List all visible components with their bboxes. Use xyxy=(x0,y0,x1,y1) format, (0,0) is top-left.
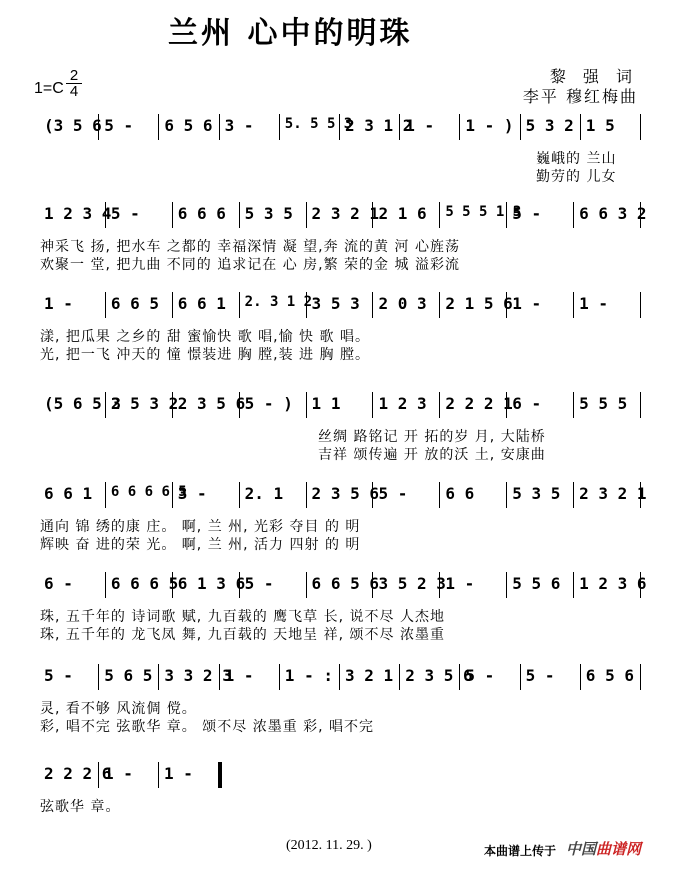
barline xyxy=(239,292,240,318)
measure: 1 - xyxy=(579,294,609,313)
barline xyxy=(640,114,641,140)
barline xyxy=(506,392,507,418)
barline xyxy=(98,762,99,788)
barline xyxy=(439,392,440,418)
barline xyxy=(219,664,220,690)
measure: 2 3 5 6 xyxy=(311,484,379,503)
lyric-line: 勤劳的 儿女 xyxy=(536,169,617,185)
measure: (5 6 5 3 xyxy=(44,394,122,413)
barline xyxy=(439,482,440,508)
measure: 3 - xyxy=(177,484,207,503)
barline xyxy=(640,664,641,690)
measure: 1 - xyxy=(405,116,435,135)
final-barline xyxy=(218,762,222,788)
measure: 5 5 6 xyxy=(512,574,561,593)
measure: 6 6 3 2 xyxy=(579,204,647,223)
lyric-line: 珠, 五千年的 龙飞凤 舞, 九百载的 天地呈 祥, 颂不尽 浓墨重 xyxy=(40,627,445,643)
barline xyxy=(339,664,340,690)
barline xyxy=(520,114,521,140)
measure: 1 5 xyxy=(585,116,615,135)
barline xyxy=(239,482,240,508)
measure: 1 - xyxy=(164,764,193,783)
barline xyxy=(372,572,373,598)
score-system xyxy=(0,760,674,890)
barline xyxy=(506,292,507,318)
barline xyxy=(573,482,574,508)
barline xyxy=(172,482,173,508)
barline xyxy=(372,202,373,228)
measure: 2 3 1 2 xyxy=(345,116,413,135)
barline xyxy=(158,762,159,788)
measure: 1 - xyxy=(44,294,73,313)
logo-sub: 曲谱网 xyxy=(596,840,642,858)
lyric-line: 灵, 看不够 风流倜 傥。 xyxy=(40,701,197,717)
lyric-line: 吉祥 颂传遍 开 放的沃 土, 安康曲 xyxy=(318,447,546,463)
measure: 6 5 6 xyxy=(164,116,213,135)
lyric-line: 丝绸 路铭记 开 拓的岁 月, 大陆桥 xyxy=(318,429,546,445)
measure: 1 - xyxy=(512,294,542,313)
barline xyxy=(506,572,507,598)
barline xyxy=(306,392,307,418)
lyric-line: 巍峨的 兰山 xyxy=(536,151,617,167)
barline xyxy=(399,114,400,140)
measure: 5. 5 5 3 xyxy=(284,116,353,132)
time-signature xyxy=(66,68,82,99)
barline xyxy=(306,292,307,318)
measure: 6 5 6 xyxy=(585,666,634,685)
measure: 5 - xyxy=(44,666,73,685)
barline xyxy=(580,114,581,140)
lyric-line: 珠, 五千年的 诗词歌 赋, 九百载的 鹰飞草 长, 说不尽 人杰地 xyxy=(40,609,445,625)
composer-credit: 李平 穆红梅曲 xyxy=(522,87,638,106)
barline xyxy=(640,572,641,598)
lyric-line: 辉映 奋 进的荣 光。 啊, 兰 州, 活力 四射 的 明 xyxy=(40,537,361,553)
measure: 6 6 6 6 5 xyxy=(110,484,187,500)
barline xyxy=(172,292,173,318)
lyricist-credit: 黎 强 词 xyxy=(549,67,638,86)
barline xyxy=(640,202,641,228)
barline xyxy=(573,392,574,418)
measure: 5 3 5 xyxy=(512,484,561,503)
measure: 1 2 3 6 xyxy=(579,574,647,593)
barline xyxy=(172,572,173,598)
measure: 6 - xyxy=(44,574,73,593)
measure: 6 6 5 6 xyxy=(311,574,379,593)
barline xyxy=(640,292,641,318)
lyric-line: 通向 锦 绣的康 庄。 啊, 兰 州, 光彩 夺目 的 明 xyxy=(40,519,361,535)
barline xyxy=(640,392,641,418)
barline xyxy=(105,482,106,508)
measure: 5 - xyxy=(378,484,408,503)
time-sig-top: 2 xyxy=(66,68,82,84)
barline xyxy=(239,392,240,418)
barline xyxy=(98,664,99,690)
measure: 6 6 5 xyxy=(110,294,160,313)
measure: 6 6 xyxy=(445,484,475,503)
barline xyxy=(172,392,173,418)
lyric-line: 神采飞 扬, 把水车 之都的 幸福深情 凝 望,奔 流的黄 河 心旌荡 xyxy=(40,239,460,255)
barline xyxy=(105,392,106,418)
song-title: 兰州 心中的明珠 xyxy=(168,16,413,51)
measure: 5 - xyxy=(110,204,140,223)
measure: (3 5 6 xyxy=(44,116,102,135)
measure: 5 3 5 xyxy=(244,204,293,223)
measure: 1 - xyxy=(104,764,133,783)
lyric-line: 漾, 把瓜果 之乡的 甜 蜜愉快 歌 唱,愉 快 歌 唱。 xyxy=(40,329,370,345)
measure: 5 3 2 xyxy=(525,116,574,135)
measure: 5 - ) xyxy=(244,394,293,413)
barline xyxy=(219,114,220,140)
measure: 2 1 5 6 xyxy=(445,294,513,313)
barline xyxy=(339,114,340,140)
barline xyxy=(439,202,440,228)
time-sig-bottom: 4 xyxy=(69,83,79,100)
measure: 2 3 5 6 xyxy=(405,666,473,685)
barline xyxy=(158,114,159,140)
barline xyxy=(372,292,373,318)
barline xyxy=(439,572,440,598)
measure: 2 2 2 1 xyxy=(445,394,513,413)
barline xyxy=(372,482,373,508)
barline xyxy=(573,202,574,228)
lyric-line: 欢聚一 堂, 把九曲 不同的 追求记在 心 房,繁 荣的金 城 溢彩流 xyxy=(40,257,460,273)
measure: 3 2 1 xyxy=(345,666,394,685)
lyric-line: 彩, 唱不完 弦歌华 章。 颂不尽 浓墨重 彩, 唱不完 xyxy=(40,719,375,735)
barline xyxy=(640,482,641,508)
measure: 5 - xyxy=(244,574,274,593)
barline xyxy=(158,664,159,690)
measure: 2 5 3 2 xyxy=(110,394,179,413)
measure: 2 3 2 1 xyxy=(311,204,379,223)
measure: 3 5 2 3 xyxy=(378,574,446,593)
measure: 6 6 1 xyxy=(44,484,93,503)
measure: 1 - ) xyxy=(465,116,514,135)
measure: 2 0 3 xyxy=(378,294,427,313)
measure: 2 3 2 1 xyxy=(579,484,647,503)
barline xyxy=(399,664,400,690)
measure: 5 - xyxy=(104,116,134,135)
measure: 6 6 1 xyxy=(177,294,226,313)
measure: 5 - xyxy=(512,204,542,223)
measure: 2. 3 1 2 xyxy=(244,294,313,310)
measure: 3 - xyxy=(224,116,254,135)
barline xyxy=(580,664,581,690)
measure: 6 1 3 6 xyxy=(177,574,246,593)
measure: 1 - : xyxy=(284,666,333,685)
barline xyxy=(306,482,307,508)
barline xyxy=(279,664,280,690)
barline xyxy=(506,482,507,508)
measure: 5 6 5 xyxy=(104,666,153,685)
barline xyxy=(306,202,307,228)
upload-note: 本曲谱上传于 xyxy=(484,844,557,858)
measure: 2 3 5 6 xyxy=(177,394,246,413)
measure: 2 1 6 xyxy=(378,204,427,223)
barline xyxy=(459,664,460,690)
measure: 5 5 5 xyxy=(579,394,628,413)
measure: 1 2 3 xyxy=(378,394,427,413)
key-signature: 1=C xyxy=(34,80,64,97)
logo-main: 中国 xyxy=(566,840,597,858)
barline xyxy=(98,114,99,140)
measure: 1 - xyxy=(445,574,475,593)
measure: 6 6 6 5 xyxy=(110,574,179,593)
barline xyxy=(239,202,240,228)
barline xyxy=(573,292,574,318)
measure: 5 - xyxy=(465,666,495,685)
site-logo xyxy=(566,838,641,859)
measure: 2 2 2 6 xyxy=(44,764,112,783)
barline xyxy=(105,572,106,598)
measure: 2. 1 xyxy=(244,484,284,503)
measure: 5 5 5 1 3 xyxy=(445,204,522,220)
barline xyxy=(573,572,574,598)
measure: 1 - xyxy=(224,666,254,685)
measure: 6 6 6 xyxy=(177,204,226,223)
barline xyxy=(105,202,106,228)
date-stamp: (2012. 11. 29. ) xyxy=(286,838,372,853)
measure: 5 - xyxy=(525,666,555,685)
barline xyxy=(172,202,173,228)
barline xyxy=(506,202,507,228)
measure: 6 - xyxy=(512,394,542,413)
barline xyxy=(279,114,280,140)
measure: 3 3 2 3 xyxy=(164,666,232,685)
barline xyxy=(459,114,460,140)
lyric-line: 光, 把一飞 冲天的 憧 憬装进 胸 膛,装 进 胸 膛。 xyxy=(40,347,370,363)
barline xyxy=(439,292,440,318)
barline xyxy=(239,572,240,598)
barline xyxy=(520,664,521,690)
barline xyxy=(372,392,373,418)
measure: 3 5 3 xyxy=(311,294,360,313)
barline xyxy=(306,572,307,598)
measure: 1 1 xyxy=(311,394,341,413)
lyric-line: 弦歌华 章。 xyxy=(40,799,121,815)
barline xyxy=(105,292,106,318)
measure: 1 2 3 4 xyxy=(44,204,112,223)
